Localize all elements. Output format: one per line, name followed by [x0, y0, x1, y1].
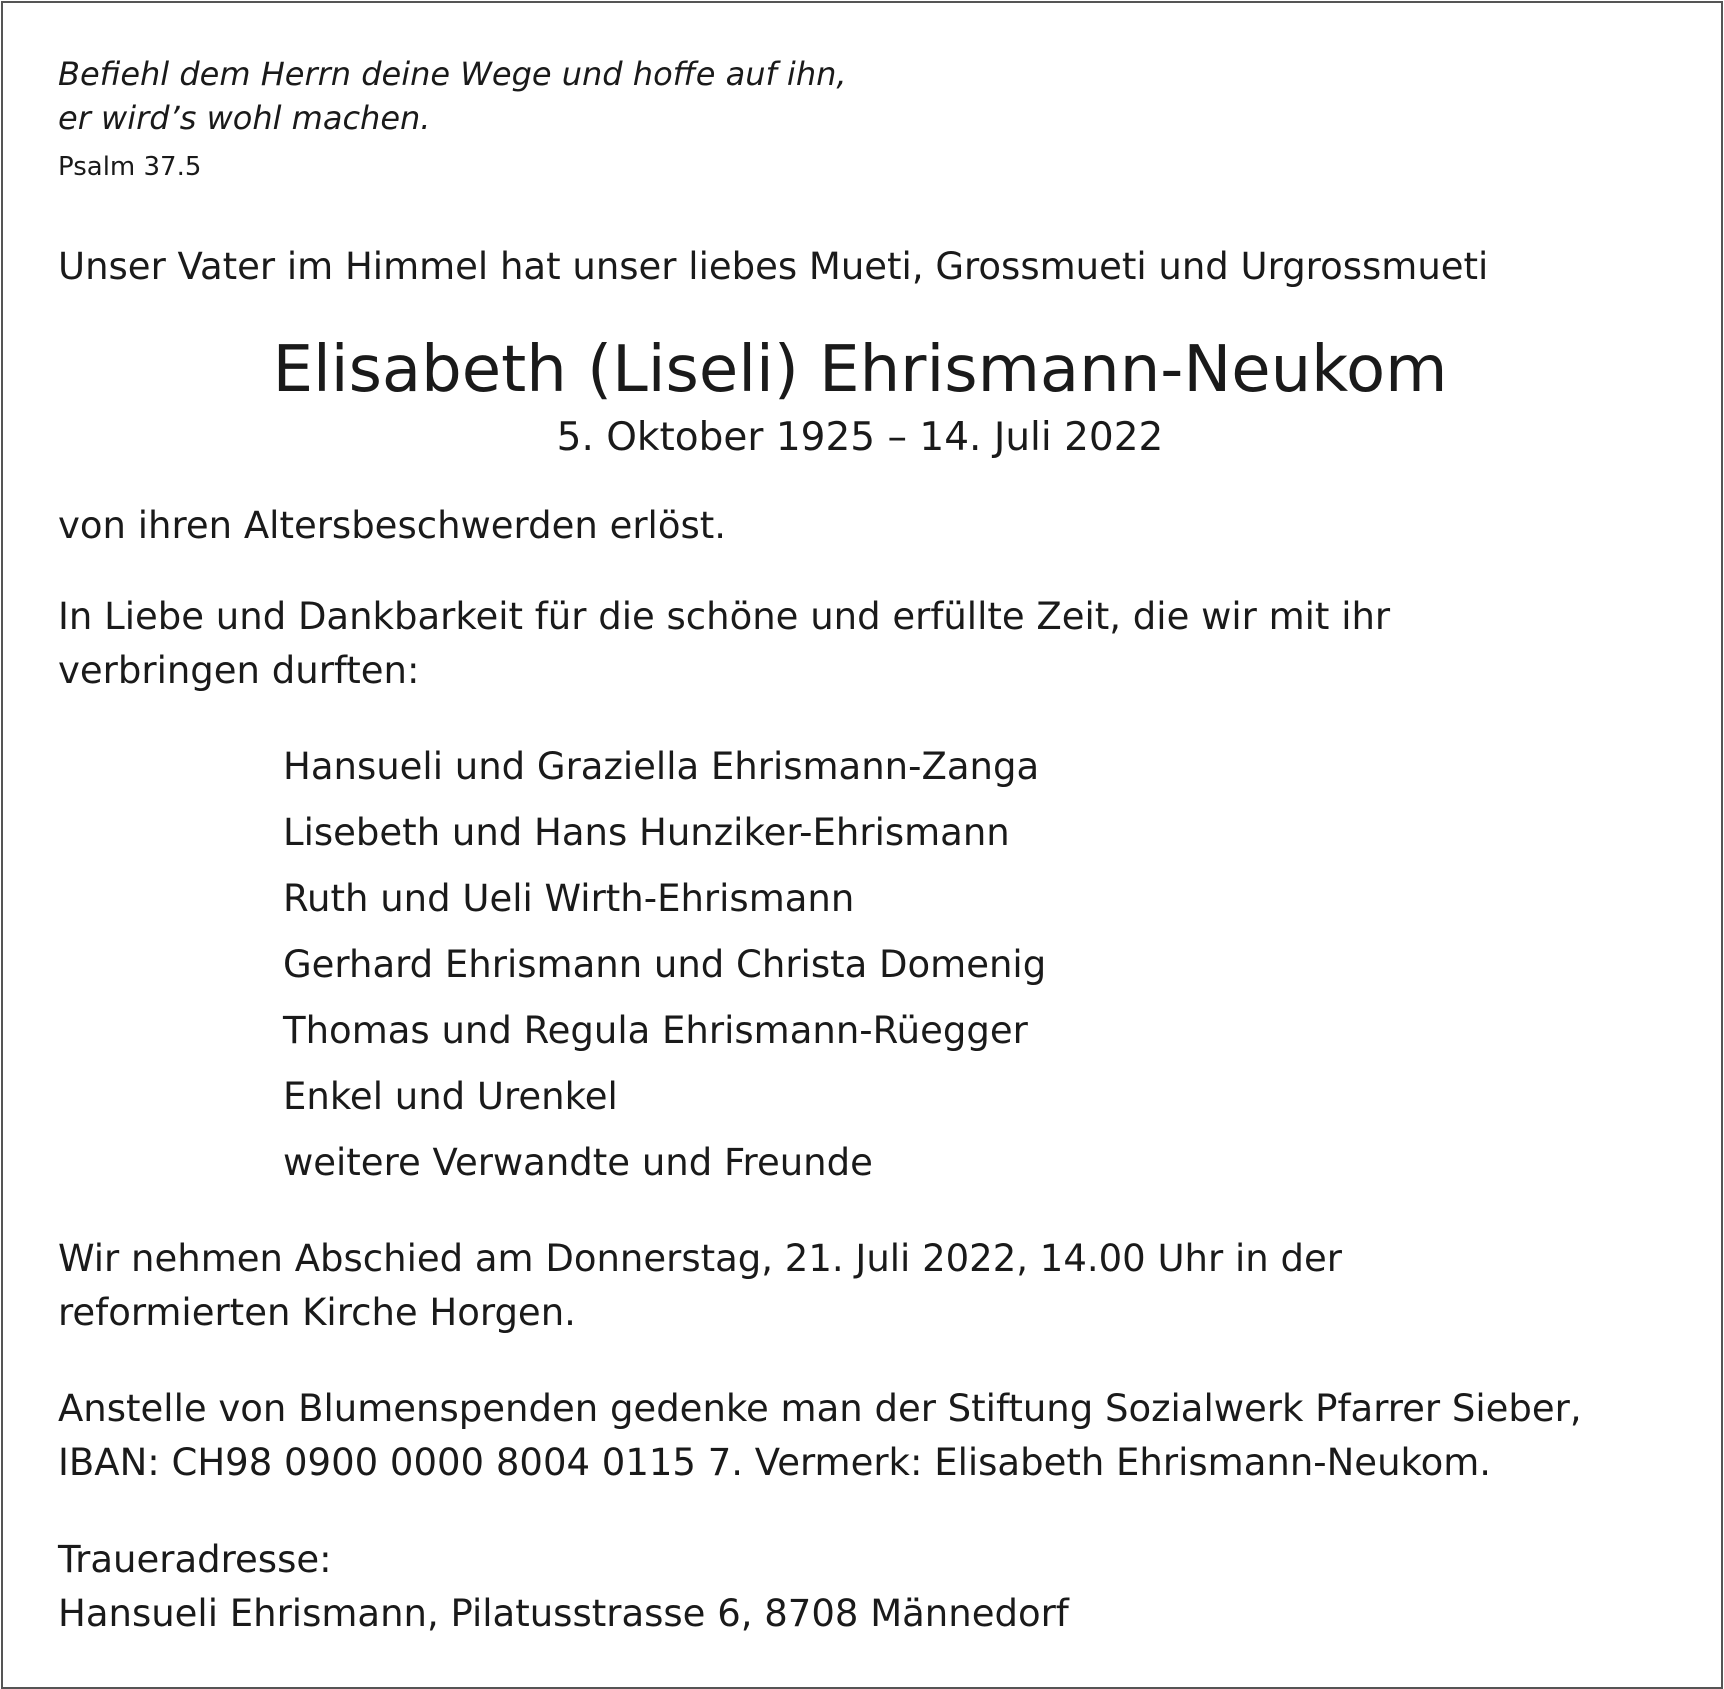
address-label: Traueradresse:: [58, 1538, 332, 1581]
donation-line-1: Anstelle von Blumenspenden gedenke man der Stiftung Sozialwerk Pfarrer Sieber,: [58, 1387, 1582, 1430]
address-value: Hansueli Ehrismann, Pilatusstrasse 6, 8708 Männedorf: [58, 1592, 1069, 1635]
mourner-item: Lisebeth und Hans Hunziker-Ehrismann: [283, 811, 1010, 854]
farewell-paragraph: [58, 1232, 1342, 1340]
mourners-list: [283, 734, 1046, 1196]
bible-verse: [58, 52, 847, 140]
life-dates: 5. Oktober 1925 – 14. Juli 2022: [556, 415, 1164, 460]
mourner-item: Hansueli und Graziella Ehrismann-Zanga: [283, 745, 1040, 788]
donation-line-2: IBAN: CH98 0900 0000 8004 0115 7. Vermerk: Elisabeth Ehrismann-Neukom.: [58, 1441, 1492, 1484]
gratitude-line-2: verbringen durften:: [58, 649, 420, 692]
gratitude-line-1: In Liebe und Dankbarkeit für die schöne und erfüllte Zeit, die wir mit ihr: [58, 595, 1391, 638]
mourner-item: Thomas und Regula Ehrismann-Rüegger: [283, 1009, 1028, 1052]
donation-paragraph: [58, 1382, 1582, 1490]
mourner-item: Enkel und Urenkel: [283, 1075, 618, 1118]
bible-verse-line-1: Befiehl dem Herrn deine Wege und hoffe auf ihn,: [58, 55, 847, 93]
gratitude-paragraph: [58, 590, 1390, 698]
intro-text: Unser Vater im Himmel hat unser liebes Mueti, Grossmueti und Urgrossmueti: [58, 245, 1489, 288]
deceased-name: Elisabeth (Liseli) Ehrismann-Neukom: [272, 333, 1448, 407]
mourner-item: Gerhard Ehrismann und Christa Domenig: [283, 943, 1047, 986]
mourner-item: weitere Verwandte und Freunde: [283, 1141, 873, 1184]
bible-verse-reference: Psalm 37.5: [58, 152, 202, 182]
mourning-address: [58, 1533, 1069, 1641]
released-text: von ihren Altersbeschwerden erlöst.: [58, 504, 727, 547]
mourner-item: Ruth und Ueli Wirth-Ehrismann: [283, 877, 855, 920]
bible-verse-line-2: er wird’s wohl machen.: [58, 99, 431, 137]
farewell-line-1: Wir nehmen Abschied am Donnerstag, 21. Juli 2022, 14.00 Uhr in der: [58, 1237, 1342, 1280]
farewell-line-2: reformierten Kirche Horgen.: [58, 1291, 576, 1334]
